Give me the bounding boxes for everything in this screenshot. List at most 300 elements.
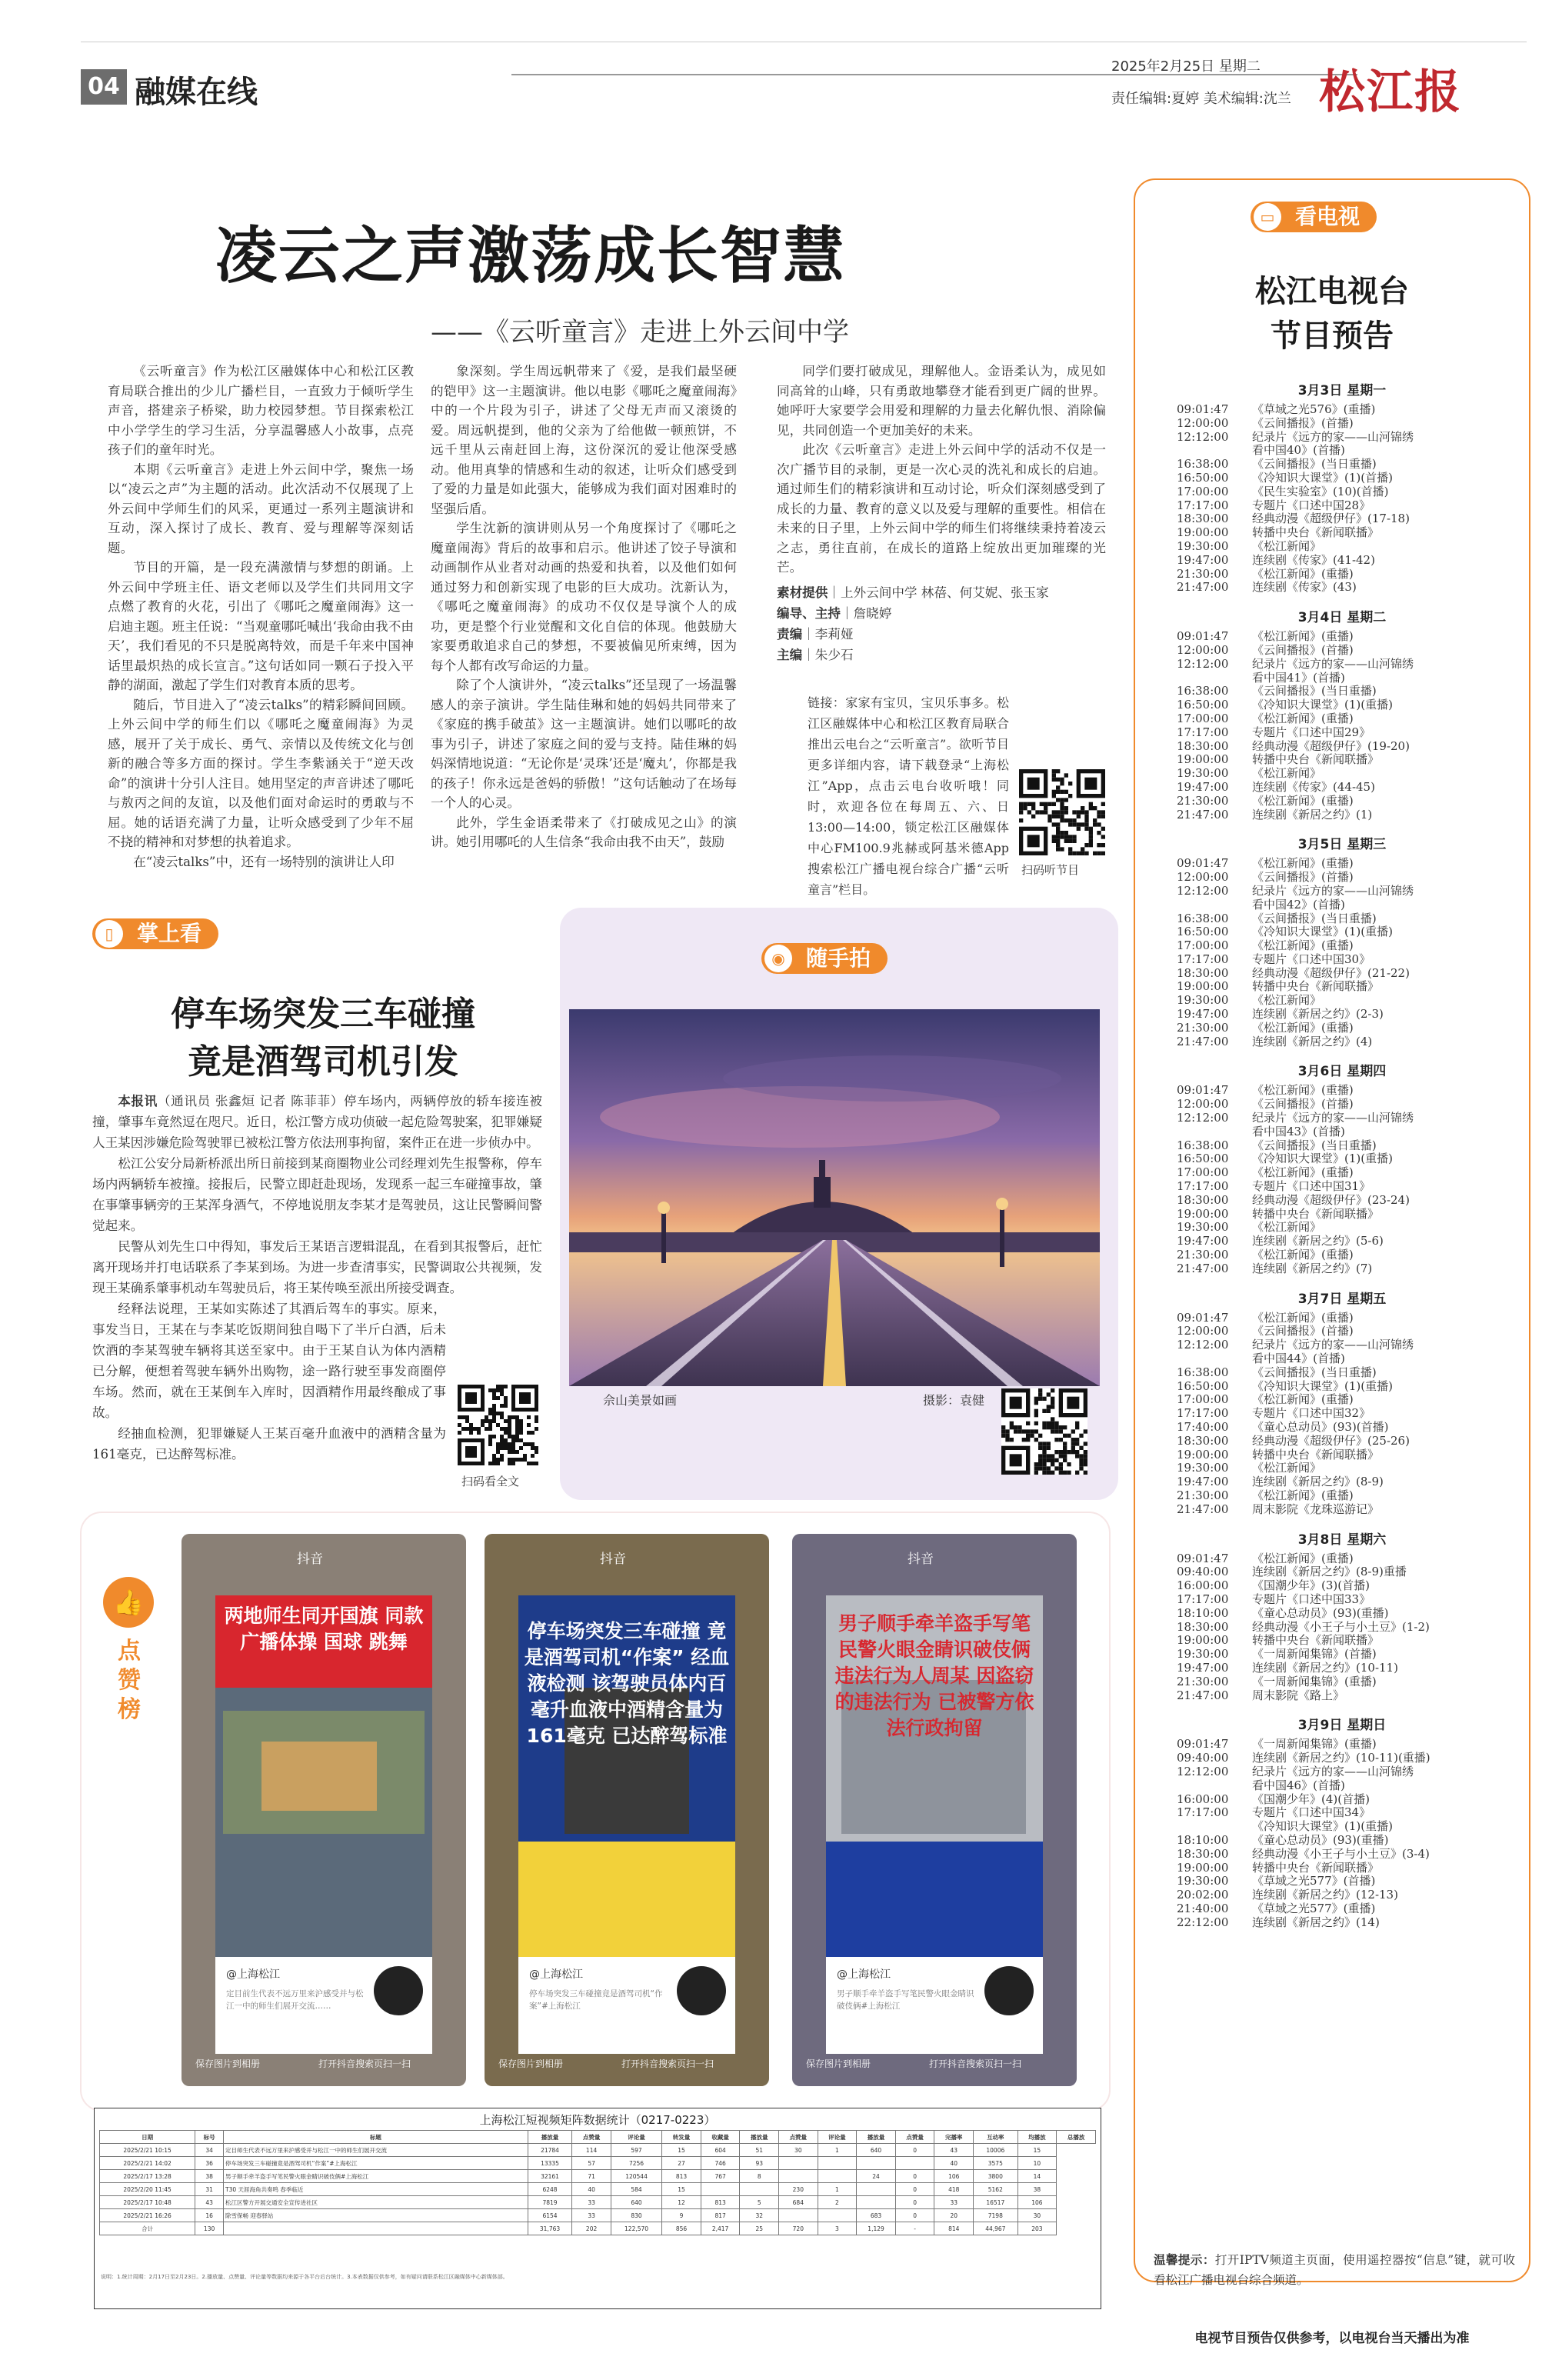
tv-program: 连续剧《新居之约》(7) — [1252, 1261, 1373, 1275]
tv-program-row — [1177, 1112, 1507, 1125]
video-desc: 定目前生代表不远万里来沪感受并与松江一中的师生们展开交流…… — [226, 1989, 364, 2011]
section-name: 融媒在线 — [135, 75, 258, 110]
table-cell: 15 — [1017, 2144, 1057, 2157]
table-cell: 43 — [934, 2144, 974, 2157]
tv-program: 《民生实验室》(10)(首播) — [1252, 484, 1389, 498]
tv-program-row — [1177, 1765, 1507, 1779]
tv-program-row — [1177, 1139, 1507, 1153]
tv-time: 19:00:00 — [1177, 752, 1229, 767]
tv-program: 连续剧《新居之约》(10-11)(重播) — [1252, 1751, 1430, 1765]
tv-time — [1177, 672, 1252, 685]
tv-program-row — [1177, 554, 1507, 568]
tv-icon: ▭ — [1254, 203, 1281, 231]
tv-program-row — [1177, 698, 1507, 712]
table-row — [100, 2157, 1096, 2170]
table-cell: 830 — [611, 2209, 661, 2222]
tv-program: 纪录片《远方的家——山河锦绣 — [1252, 883, 1414, 898]
douyin-card[interactable] — [182, 1534, 466, 2086]
tv-program: 看中国40》(首播) — [1252, 443, 1345, 458]
table-cell: 男子顺手牵羊盗手写笔民警火眼金睛识破伎俩#上海松江 — [224, 2170, 528, 2183]
tv-program: 连续剧《传家》(44-45) — [1252, 779, 1375, 794]
article-credits — [777, 582, 1106, 665]
table-cell: 38 — [195, 2170, 224, 2183]
tv-program: 《松江新闻》(重播) — [1252, 1392, 1354, 1407]
tv-time: 19:47:00 — [1177, 779, 1229, 794]
qr-code-listen[interactable] — [1019, 769, 1105, 855]
tv-program: 《冷知识大课堂》(1)(重播) — [1252, 925, 1393, 939]
tv-program-row — [1177, 1022, 1507, 1035]
table-cell: 32161 — [528, 2170, 572, 2183]
tv-program-row — [1177, 685, 1507, 698]
tv-program-row — [1177, 1352, 1507, 1366]
tv-time: 17:17:00 — [1177, 725, 1229, 739]
stats-header-cell: 总播放 — [1057, 2131, 1096, 2144]
table-cell: 0 — [895, 2170, 934, 2183]
tv-time: 19:00:00 — [1177, 1206, 1229, 1221]
tv-time: 21:47:00 — [1177, 1261, 1229, 1275]
credit-line: 责编｜李莉娅 — [777, 626, 854, 642]
tv-program-row — [1177, 568, 1507, 582]
tv-program-row — [1177, 1834, 1507, 1848]
tv-program-row — [1177, 1366, 1507, 1380]
qr-code-fulltext[interactable] — [458, 1385, 538, 1465]
tv-program: 纪录片《远方的家——山河锦绣 — [1252, 429, 1414, 444]
table-cell: 130 — [195, 2222, 224, 2235]
tv-program: 专题片《口述中国31》 — [1252, 1179, 1371, 1194]
tv-program: 转播中央台《新闻联播》 — [1252, 1633, 1380, 1648]
tv-program-row — [1177, 953, 1507, 967]
tv-time: 19:30:00 — [1177, 993, 1229, 1008]
table-cell: 43 — [195, 2196, 224, 2209]
tv-time: 17:17:00 — [1177, 1592, 1229, 1606]
table-cell: 2025/2/21 16:26 — [100, 2209, 195, 2222]
stats-header-cell: 收藏量 — [701, 2131, 740, 2144]
tv-program: 纪录片《远方的家——山河锦绣 — [1252, 1111, 1414, 1125]
open-douyin-button[interactable]: 打开抖音搜索页扫一扫 — [929, 2058, 1022, 2069]
table-cell: 2025/2/17 13:28 — [100, 2170, 195, 2183]
brief-paragraph: 经释法说理，王某如实陈述了其酒后驾车的事实。原来，事发当日，王某在与李某吃饭期间独自喝下了半斤白酒，后未饮酒的李某驾驶车辆将其送至家中。由于王某自认为体内酒精已分解，便想着驾驶车辆外出购物，途一路行驶至事发商圈停车场。然而，就在王某倒车入库时，因酒精作用最终酿成了事故。 — [92, 1302, 446, 1420]
douyin-code-icon[interactable] — [374, 1966, 423, 2015]
table-cell: 14 — [1017, 2170, 1057, 2183]
tv-time: 12:00:00 — [1177, 870, 1229, 885]
tv-program: 《松江新闻》(重播) — [1252, 629, 1354, 644]
table-cell: 31 — [195, 2183, 224, 2196]
tv-program: 《冷知识大课堂》(1)(重播) — [1252, 698, 1393, 712]
table-cell: 7819 — [528, 2196, 572, 2209]
tv-program-row — [1177, 885, 1507, 898]
photo-caption: 佘山美景如画 — [603, 1393, 678, 1408]
tv-program-row — [1177, 1489, 1507, 1503]
tv-program: 《云间播报》(首播) — [1252, 642, 1354, 657]
tv-program: 连续剧《新居之约》(14) — [1252, 1915, 1380, 1929]
tv-program: 经典动漫《小王子与小土豆》(3-4) — [1252, 1846, 1430, 1861]
table-cell: 2025/2/21 14:02 — [100, 2157, 195, 2170]
card-bottom-bar — [485, 2042, 769, 2086]
tv-time: 09:40:00 — [1177, 1751, 1229, 1765]
table-cell: 2025/2/21 10:15 — [100, 2144, 195, 2157]
table-cell: 40 — [572, 2183, 611, 2196]
tv-program-row — [1177, 1806, 1507, 1820]
tv-program-row — [1177, 403, 1507, 417]
open-douyin-button[interactable]: 打开抖音搜索页扫一扫 — [621, 2058, 714, 2069]
tv-time: 17:17:00 — [1177, 1805, 1229, 1820]
table-cell: - — [895, 2222, 934, 2235]
tv-program: 《松江新闻》 — [1252, 538, 1322, 553]
tv-time: 12:00:00 — [1177, 642, 1229, 657]
tv-program-row — [1177, 1793, 1507, 1807]
tv-program-row — [1177, 994, 1507, 1008]
video-info — [215, 1957, 432, 2054]
tv-program: 《松江新闻》(重播) — [1252, 1310, 1354, 1325]
article-paragraph: 《云听童言》作为松江区融媒体中心和松江区教育局联合推出的少儿广播栏目，一直致力于倾听学生声音，搭建亲子桥梁，助力校园梦想。节目探索松江中小学学生的学习生活，分享温馨感人小故事，点亮孩子们的童年时光。 — [108, 364, 414, 457]
tv-program: 连续剧《新居之约》(1) — [1252, 807, 1373, 822]
tv-program-row — [1177, 1462, 1507, 1475]
table-cell: 813 — [662, 2170, 701, 2183]
tv-program-row — [1177, 1888, 1507, 1902]
table-cell: 33 — [572, 2196, 611, 2209]
stats-header-cell: 标题 — [224, 2131, 528, 2144]
tv-program: 经典动漫《小王子与小土豆》(1-2) — [1252, 1619, 1430, 1634]
tv-program: 《冷知识大课堂》(1)(重播) — [1252, 1819, 1393, 1834]
tv-time: 12:12:00 — [1177, 1338, 1229, 1352]
tv-program: 《云间播报》(当日重播) — [1252, 684, 1377, 698]
stats-header-cell: 点赞量 — [895, 2131, 934, 2144]
tv-time: 21:30:00 — [1177, 1674, 1229, 1688]
tv-time: 21:47:00 — [1177, 1034, 1229, 1048]
table-cell: 1,129 — [857, 2222, 896, 2235]
table-cell — [224, 2222, 528, 2235]
tv-time: 16:50:00 — [1177, 925, 1229, 939]
save-image-button[interactable]: 保存图片到相册 — [195, 2058, 261, 2069]
table-cell: 30 — [779, 2144, 818, 2157]
tv-program-row — [1177, 1166, 1507, 1180]
table-cell: 25 — [740, 2222, 779, 2235]
tv-program-row — [1177, 1579, 1507, 1593]
tv-time: 18:10:00 — [1177, 1605, 1229, 1620]
video-thumbnail[interactable] — [215, 1595, 432, 1957]
video-thumbnail[interactable] — [518, 1595, 735, 1957]
table-cell: 停车场突发三车碰撞竟是酒驾司机“作案”#上海松江 — [224, 2157, 528, 2170]
dianzan-label: 点赞榜 — [118, 1638, 141, 1723]
tv-time: 17:00:00 — [1177, 484, 1229, 498]
tv-program: 连续剧《传家》(41-42) — [1252, 552, 1375, 567]
article-subtitle: ——《云听童言》走进上外云间中学 — [431, 317, 849, 348]
tv-program: 《一周新闻集锦》(重播) — [1252, 1737, 1377, 1752]
table-cell: 604 — [701, 2144, 740, 2157]
table-cell: 813 — [701, 2196, 740, 2209]
table-cell: 定目师生代表不远万里来沪感受并与松江一中的师生们展开交流 — [224, 2144, 528, 2157]
table-cell: 12 — [662, 2196, 701, 2209]
tv-program: 《冷知识大课堂》(1)(重播) — [1252, 1378, 1393, 1393]
table-cell: 817 — [701, 2209, 740, 2222]
table-cell: 746 — [701, 2157, 740, 2170]
table-cell: 584 — [611, 2183, 661, 2196]
tv-program: 经典动漫《超级伊仔》(23-24) — [1252, 1192, 1410, 1207]
article-paragraph: 此次《云听童言》走进上外云间中学的活动不仅是一次广播节目的录制，更是一次心灵的洗礼和成长的启迪。通过师生们的精彩演讲和互动讨论，听众们深刻感受到了成长的力量、教育的意义以及爱与理解的重要性。相信在未来的日子里，上外云间中学的师生们将继续秉持着凌云之志，勇往直前，在成长的道路上绽放出更加璀璨的光芒。 — [777, 442, 1106, 575]
tv-time: 16:38:00 — [1177, 457, 1229, 472]
tv-program-row — [1177, 1312, 1507, 1325]
tv-time: 09:01:47 — [1177, 629, 1229, 644]
tv-program-row — [1177, 1407, 1507, 1421]
tv-program: 《云间播报》(当日重播) — [1252, 911, 1377, 925]
stats-header-cell: 均播放 — [1017, 2131, 1057, 2144]
tv-time: 19:47:00 — [1177, 1234, 1229, 1248]
save-image-button[interactable]: 保存图片到相册 — [806, 2058, 871, 2069]
table-cell: 114 — [572, 2144, 611, 2157]
douyin-code-icon[interactable] — [677, 1966, 726, 2015]
table-cell: 1 — [818, 2183, 857, 2196]
tv-program: 《云间播报》(首播) — [1252, 870, 1354, 885]
tv-program-row — [1177, 1262, 1507, 1276]
tv-program: 《松江新闻》(重播) — [1252, 1083, 1354, 1098]
tv-program: 转播中央台《新闻联播》 — [1252, 979, 1380, 994]
article-paragraph: 节目的开篇，是一段充满激情与梦想的朗诵。上外云间中学班主任、语文老师以及学生们共同用文字点燃了教育的火花，引出了《哪吒之魔童闹海》这一启迪主题。班主任说：“当观童哪吒喊出‘我命由我不由天’，我们看见的不只是脱离特效，而是千年来中国神话里最炽热的成长宣言。”这句话如同一颗石子投入平静的湖面，激起了学生们对教育本质的思考。 — [108, 560, 414, 692]
tv-program: 《童心总动员》(93)(首播) — [1252, 1420, 1389, 1434]
table-cell — [701, 2183, 740, 2196]
tv-program: 经典动漫《超级伊仔》(17-18) — [1252, 512, 1410, 526]
tv-program-row — [1177, 1916, 1507, 1930]
tv-program: 连续剧《传家》(43) — [1252, 580, 1357, 595]
table-cell: 640 — [611, 2196, 661, 2209]
table-cell: 3575 — [974, 2157, 1018, 2170]
account-name: @上海松江 — [529, 1968, 583, 1981]
tv-time: 12:12:00 — [1177, 429, 1229, 444]
tv-program-row — [1177, 767, 1507, 781]
tv-program: 转播中央台《新闻联播》 — [1252, 1447, 1380, 1462]
tv-time: 17:00:00 — [1177, 938, 1229, 953]
table-cell: 230 — [779, 2183, 818, 2196]
tv-program-row — [1177, 857, 1507, 871]
sheshan-photo — [569, 1009, 1100, 1386]
stats-header-cell: 转发量 — [662, 2131, 701, 2144]
tv-time: 12:00:00 — [1177, 1324, 1229, 1338]
tv-time: 21:47:00 — [1177, 807, 1229, 822]
tv-program: 《松江新闻》(重播) — [1252, 938, 1354, 953]
douyin-code-icon[interactable] — [984, 1966, 1034, 2015]
table-cell: 6248 — [528, 2183, 572, 2196]
table-cell: 36 — [195, 2157, 224, 2170]
article-column-3 — [777, 362, 1106, 665]
brief-lead: 本报讯（通讯员 张鑫烜 记者 陈菲菲）停车场内，两辆停放的轿车接连被撞，肇事车竟然逗在咫尺。近日，松江警方成功侦破一起危险驾驶案，犯罪嫌疑人王某因涉嫌危险驾驶罪已被松江警方依法刑事拘留，案件正在进一步侦办中。 — [92, 1094, 543, 1150]
tv-program: 《松江新闻》(重播) — [1252, 566, 1354, 581]
tv-program: 专题片《口述中国29》 — [1252, 725, 1371, 739]
tv-time: 18:30:00 — [1177, 738, 1229, 753]
tv-program: 《云间播报》(首播) — [1252, 1324, 1354, 1338]
tv-program-row — [1177, 1552, 1507, 1566]
tv-program: 看中国43》(首播) — [1252, 1124, 1345, 1138]
tv-time: 21:47:00 — [1177, 580, 1229, 595]
tv-time: 21:30:00 — [1177, 566, 1229, 581]
tv-time: 16:50:00 — [1177, 1152, 1229, 1166]
open-douyin-button[interactable]: 打开抖音搜索页扫一扫 — [318, 2058, 411, 2069]
douyin-card[interactable] — [792, 1534, 1077, 2086]
save-image-button[interactable]: 保存图片到相册 — [498, 2058, 564, 2069]
tv-title: 松江电视台 节目预告 — [1255, 273, 1409, 354]
table-cell: 27 — [662, 2157, 701, 2170]
tv-program-row — [1177, 1208, 1507, 1222]
tv-program: 《松江新闻》(重播) — [1252, 711, 1354, 725]
table-cell: 106 — [934, 2170, 974, 2183]
douyin-label: 抖音 — [908, 1552, 934, 1567]
tv-time — [1177, 444, 1252, 458]
tv-program-row — [1177, 1125, 1507, 1139]
table-cell: 30 — [1017, 2209, 1057, 2222]
phone-icon: ▯ — [95, 920, 123, 948]
table-cell: 7198 — [974, 2209, 1018, 2222]
tv-program: 《松江新闻》 — [1252, 1461, 1322, 1475]
card-bottom-bar — [792, 2042, 1077, 2086]
tv-time: 21:47:00 — [1177, 1688, 1229, 1702]
tv-program: 专题片《口述中国33》 — [1252, 1592, 1371, 1606]
table-cell — [818, 2209, 857, 2222]
table-row — [100, 2144, 1096, 2157]
tv-program: 《冷知识大课堂》(1)(重播) — [1252, 1152, 1393, 1166]
tv-program-row — [1177, 1008, 1507, 1022]
video-thumbnail[interactable] — [826, 1595, 1043, 1957]
credit-line: 编导、主持｜詹晓婷 — [777, 605, 892, 621]
tv-program-row — [1177, 726, 1507, 740]
tv-program-row — [1177, 980, 1507, 994]
table-cell: 684 — [779, 2196, 818, 2209]
stats-title: 上海松江短视频矩阵数据统计（0217-0223） — [479, 2113, 716, 2127]
table-cell: 5162 — [974, 2183, 1018, 2196]
tv-program-row — [1177, 499, 1507, 513]
tv-program: 《云间播报》(首播) — [1252, 1097, 1354, 1112]
table-cell — [740, 2183, 779, 2196]
tv-program-row — [1177, 1421, 1507, 1435]
qr-code-photo[interactable] — [1001, 1388, 1087, 1475]
stats-note: 说明：1.统计周期：2月17日至2月23日。2.播放量、点赞量、评论量等数据均来源于各平台后台统计。3.本表数据仅供参考，如有疑问请联系松江区融媒体中心新媒体部。 — [101, 2274, 508, 2280]
table-cell: 合计 — [100, 2222, 195, 2235]
video-desc: 停车场突发三车碰撞竟是酒驾司机“作案”#上海松江 — [529, 1989, 663, 2011]
table-cell: 34 — [195, 2144, 224, 2157]
stats-header-cell: 播放量 — [740, 2131, 779, 2144]
tv-program-row — [1177, 1152, 1507, 1166]
table-cell: 13335 — [528, 2157, 572, 2170]
tv-program: 《国潮少年》(3)(首播) — [1252, 1578, 1370, 1593]
tv-program-row — [1177, 795, 1507, 808]
tv-program-row — [1177, 1035, 1507, 1049]
tv-program-row — [1177, 1338, 1507, 1352]
tv-program: 纪录片《远方的家——山河锦绣 — [1252, 1764, 1414, 1778]
tv-program: 转播中央台《新闻联播》 — [1252, 525, 1380, 540]
tv-time: 21:30:00 — [1177, 793, 1229, 808]
article-paragraph: 本期《云听童言》走进上外云间中学，聚焦一场以“凌云之声”为主题的活动。此次活动不仅展现了上外云间中学师生们的风采，更通过一系列主题演讲和互动，深入探讨了成长、教育、爱与理解等深刻话题。 — [108, 462, 414, 555]
tv-time: 09:01:47 — [1177, 1551, 1229, 1565]
qr-label-fulltext: 扫码看全文 — [461, 1475, 520, 1488]
article-paragraph: 随后，节目进入了“凌云talks”的精彩瞬间回顾。上外云间中学的师生们以《哪吒之魔童闹海》为灵感，展开了关于成长、勇气、亲情以及传统文化与创新的融合等多方面的探讨。学生李紫涵关于“逆天改命”的演讲十分引人注目。她用坚定的声音讲述了哪吒与敖丙之间的友谊，以及他们面对命运时的勇敢与不屈。她的话语充满了力量，让听众感受到了少年不屈不挠的精神和对梦想的执着追求。 — [108, 697, 414, 849]
tv-day-heading: 3月3日 星期一 — [1297, 383, 1387, 398]
tv-time: 19:00:00 — [1177, 1860, 1229, 1875]
table-cell: 720 — [779, 2222, 818, 2235]
tv-time: 16:00:00 — [1177, 1578, 1229, 1593]
tv-program-row — [1177, 871, 1507, 885]
article-paragraph: 学生沈新的演讲则从另一个角度探讨了《哪吒之魔童闹海》背后的故事和启示。他讲述了饺子导演和动画制作从业者对动画的热爱和执着，以及他们如何通过努力和创新实现了电影的巨大成功。沈新认为，《哪吒之魔童闹海》的成功不仅仅是导演个人的成功，更是整个行业觉醒和文化自信的体现。他鼓励大家要勇敢追求自己的梦想，不要被偏见所束缚，因为每个人都有改写命运的力量。 — [431, 521, 737, 673]
tv-program: 看中国46》(首播) — [1252, 1778, 1345, 1792]
tv-time: 12:12:00 — [1177, 656, 1229, 671]
tv-time: 22:12:00 — [1177, 1915, 1229, 1929]
camera-icon: ◉ — [764, 945, 792, 972]
tv-program-row — [1177, 526, 1507, 540]
table-cell — [857, 2157, 896, 2170]
table-cell: 2 — [818, 2196, 857, 2209]
tv-program-row — [1177, 1194, 1507, 1208]
stats-table — [99, 2130, 1096, 2235]
tv-time: 17:00:00 — [1177, 1165, 1229, 1180]
credit-line: 主编｜朱少石 — [777, 647, 854, 662]
table-cell: 8 — [740, 2170, 779, 2183]
tv-time: 17:00:00 — [1177, 1392, 1229, 1407]
table-cell: 0 — [895, 2183, 934, 2196]
stats-header-cell: 点赞量 — [572, 2131, 611, 2144]
tv-time: 16:00:00 — [1177, 1792, 1229, 1806]
tv-time: 19:00:00 — [1177, 1447, 1229, 1462]
tv-program-row — [1177, 1862, 1507, 1875]
tv-program: 《草域之光577》(首播) — [1252, 1874, 1376, 1888]
table-cell — [779, 2157, 818, 2170]
tv-program: 《冷知识大课堂》(1)(首播) — [1252, 470, 1393, 485]
table-cell — [779, 2170, 818, 2183]
tv-program: 连续剧《新居之约》(12-13) — [1252, 1888, 1398, 1902]
tv-program-row — [1177, 1648, 1507, 1662]
tv-program-row — [1177, 1084, 1507, 1098]
tv-time: 16:50:00 — [1177, 698, 1229, 712]
tv-program: 《松江新闻》 — [1252, 993, 1322, 1008]
tv-program: 《国潮少年》(4)(首播) — [1252, 1792, 1370, 1806]
tv-program: 看中国42》(首播) — [1252, 897, 1345, 912]
tv-program-row — [1177, 1393, 1507, 1407]
table-cell: 1 — [818, 2144, 857, 2157]
card-top-bar — [182, 1534, 466, 1578]
table-cell: 203 — [1017, 2222, 1057, 2235]
table-cell: 57 — [572, 2157, 611, 2170]
tv-time: 09:01:47 — [1177, 1310, 1229, 1325]
tv-time: 17:00:00 — [1177, 711, 1229, 725]
table-cell: 2,417 — [701, 2222, 740, 2235]
article-paragraph: 除了个人演讲外，“凌云talks”还呈现了一场温馨感人的亲子演讲。学生陆佳琳和她的妈妈共同带来了《家庭的携手破茧》这一主题演讲。她们以哪吒的故事为引子，讲述了家庭之间的爱与支持。陆佳琳的妈妈深情地说道：“无论你是‘灵珠’还是‘魔丸’，你都是我的孩子！你永远是爸妈的骄傲！”这句话触动了在场每一个人的心灵。 — [431, 678, 737, 810]
card-bottom-bar — [182, 2042, 466, 2086]
tv-program-row — [1177, 1475, 1507, 1489]
tv-program: 转播中央台《新闻联播》 — [1252, 1860, 1380, 1875]
tv-time: 21:30:00 — [1177, 1248, 1229, 1262]
tv-time: 19:47:00 — [1177, 1660, 1229, 1675]
tv-program-row — [1177, 753, 1507, 767]
douyin-card[interactable] — [485, 1534, 769, 2086]
tv-day-heading: 3月7日 星期五 — [1297, 1291, 1387, 1307]
tag-suishoupai: ◉ 随手拍 — [761, 943, 888, 974]
video-info — [518, 1957, 735, 2054]
tv-schedule — [1177, 378, 1507, 1930]
tv-time: 09:01:47 — [1177, 1083, 1229, 1098]
tv-time: 21:40:00 — [1177, 1901, 1229, 1915]
stats-table-box — [94, 2108, 1101, 2309]
table-cell: 38 — [1017, 2183, 1057, 2196]
video-headline: 男子顺手牵羊盗手写笔 民警火眼金睛识破伎俩 违法行为人周某 因盗窃的违法行为 已被警方依法行政拘留 — [834, 1612, 1034, 1739]
tv-time: 19:30:00 — [1177, 766, 1229, 781]
stats-header-cell: 播放量 — [528, 2131, 572, 2144]
tv-program-row — [1177, 1875, 1507, 1888]
tv-program: 连续剧《新居之约》(2-3) — [1252, 1007, 1384, 1022]
table-cell: 93 — [740, 2157, 779, 2170]
table-cell: 33 — [934, 2196, 974, 2209]
qr-label-listen: 扫码听节目 — [1021, 863, 1080, 877]
table-cell — [818, 2157, 857, 2170]
tv-time: 16:38:00 — [1177, 1138, 1229, 1152]
tv-program-row — [1177, 1221, 1507, 1235]
tv-time: 18:10:00 — [1177, 1832, 1229, 1847]
article-column-2 — [431, 362, 737, 852]
tv-program: 《云间播报》(首播) — [1252, 415, 1354, 430]
